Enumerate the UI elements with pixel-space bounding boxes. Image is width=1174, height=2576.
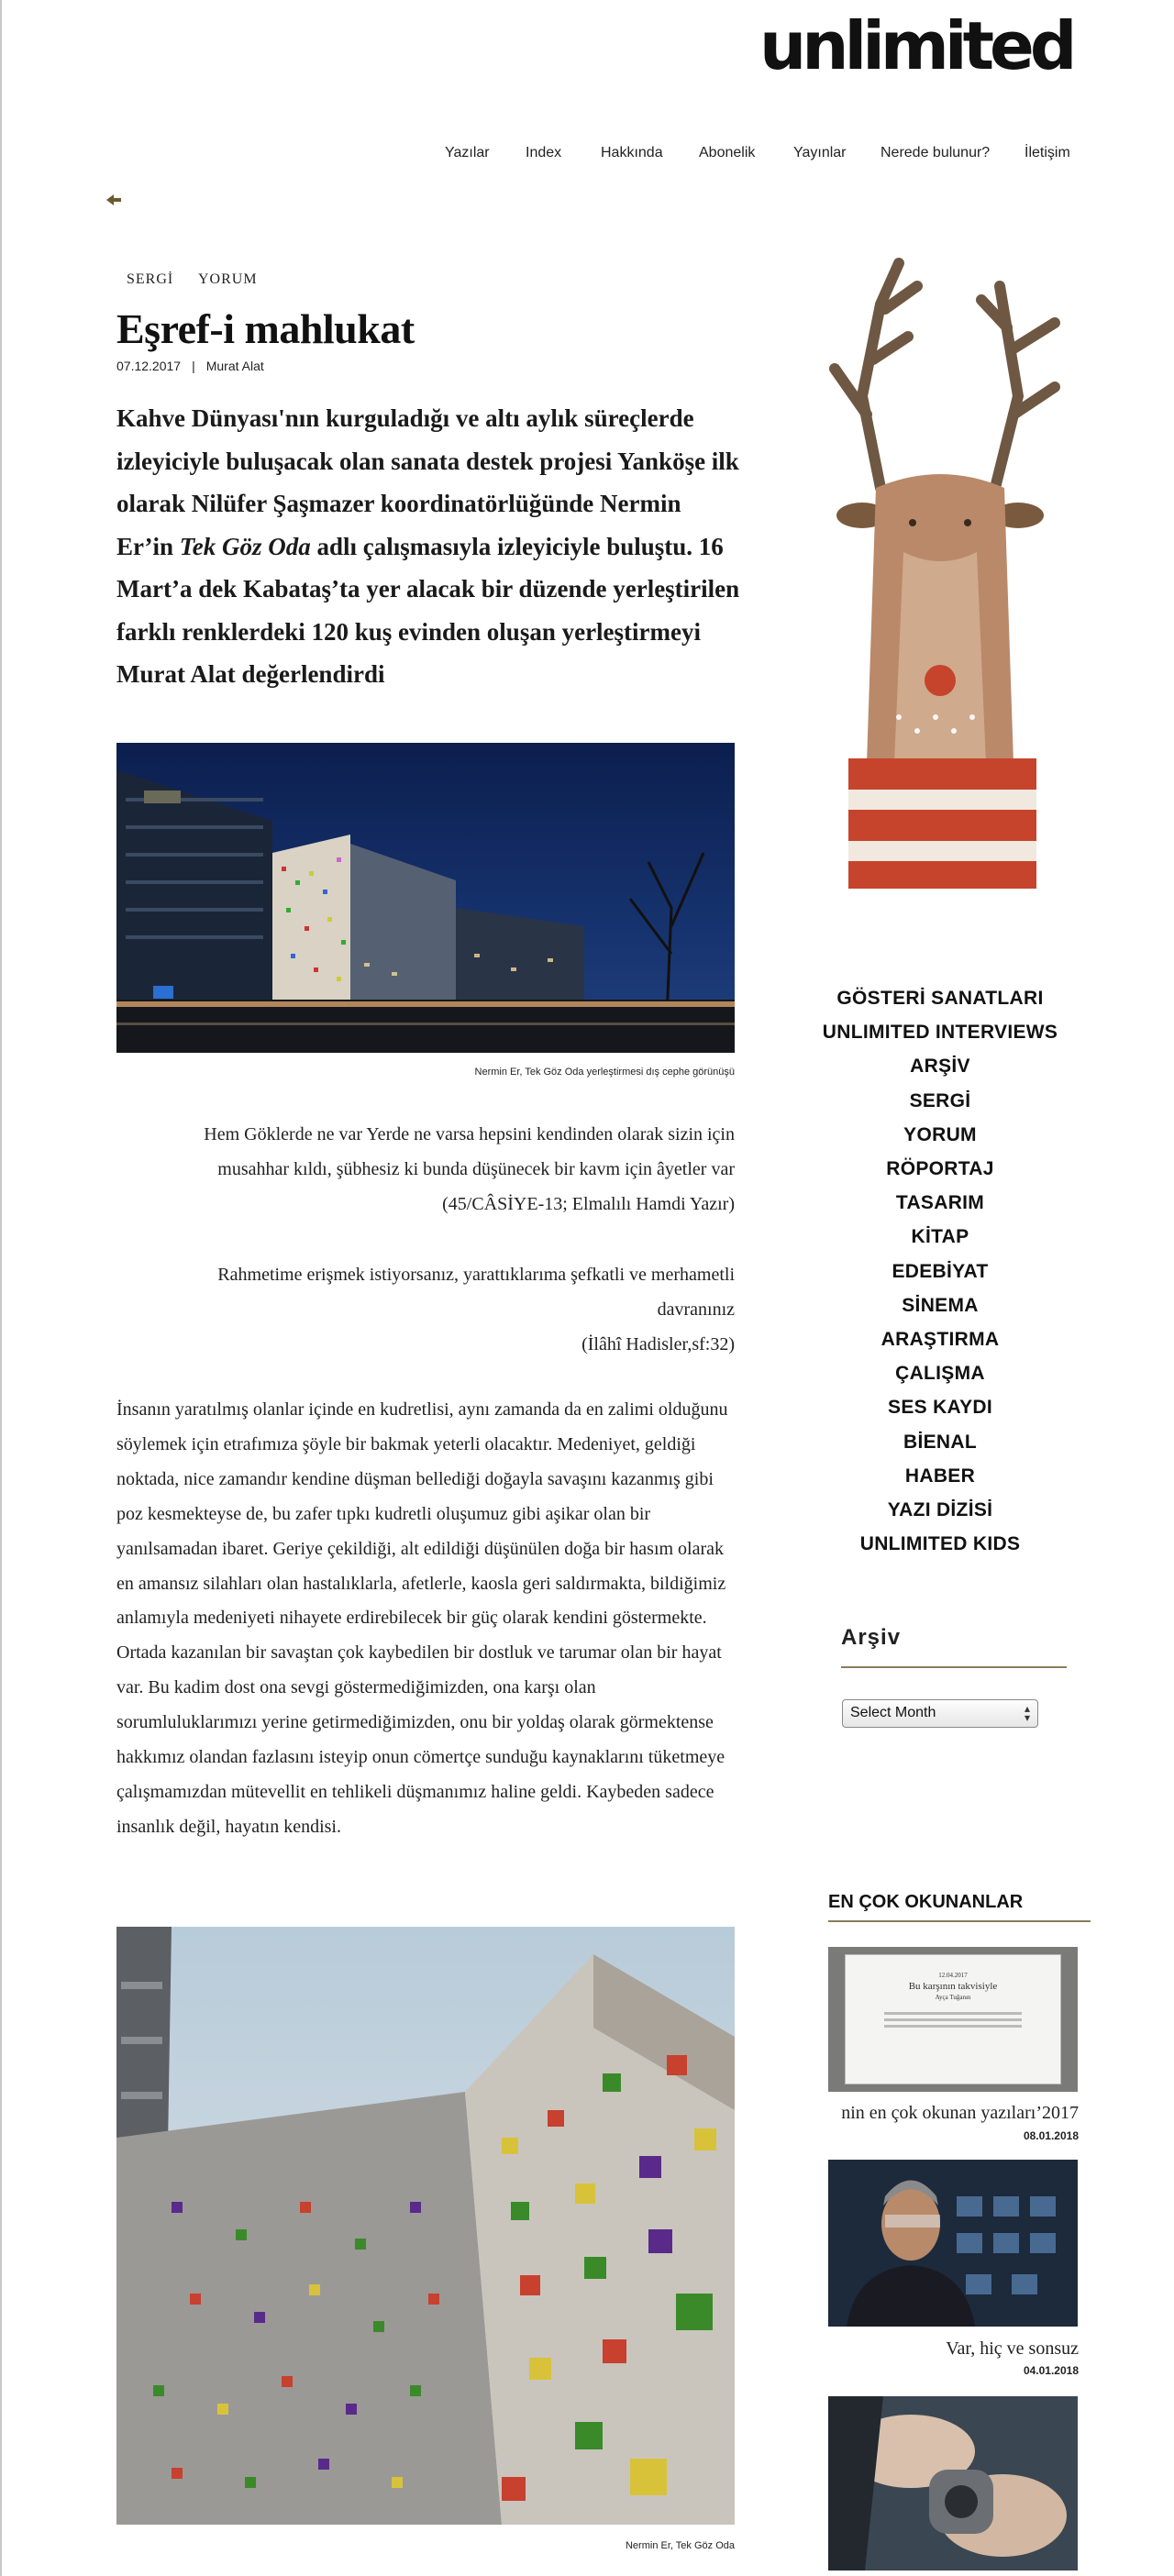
popular-thumb-2[interactable] (828, 2160, 1078, 2327)
category-link[interactable]: RÖPORTAJ (886, 1158, 994, 1180)
photo-caption-exterior: Nermin Er, Tek Göz Oda yerleştirmesi dış cephe görünüşü (474, 1067, 735, 1078)
popular-thumb-1[interactable] (828, 1947, 1078, 2092)
popular-item-date: 08.01.2018 (1023, 2129, 1079, 2142)
popular-heading: EN ÇOK OKUNANLAR (828, 1892, 1024, 1912)
nav-item-index[interactable]: Index (526, 145, 562, 160)
category-tag-sergi[interactable]: SERGİ (127, 271, 174, 287)
quote-hadith-source: (İlâhî Hadisler,sf:32) (581, 1334, 735, 1354)
popular-item-title[interactable]: Var, hiç ve sonsuz (946, 2338, 1079, 2359)
article-title: Eşref-i mahlukat (116, 305, 415, 352)
back-arrow-icon[interactable] (106, 193, 127, 207)
nav-item-yazilar[interactable]: Yazılar (445, 145, 490, 160)
thumb-card-text-line (884, 2012, 1022, 2015)
lead-text-start: Kahve Dünyası'nın kurguladığı ve altı aylık süreçlerde izleyiciyle buluşacak olan sanata destek projesi Yanköşe ilk olarak Nilüfer Şaşmazer koordinatörlüğünde Nermin Er’in (116, 404, 739, 560)
category-link[interactable]: EDEBİYAT (892, 1260, 989, 1282)
nav-item-hakkinda[interactable]: Hakkında (601, 145, 663, 160)
category-link[interactable]: YAZI DİZİSİ (887, 1499, 993, 1521)
category-link[interactable]: SES KAYDI (888, 1397, 992, 1419)
nav-item-yayinlar[interactable]: Yayınlar (793, 145, 847, 160)
archive-select-value: Select Month (850, 1705, 936, 1720)
thumb-card (845, 1954, 1061, 2084)
thumb-card-text-line (884, 2018, 1022, 2021)
category-link[interactable]: BİENAL (903, 1431, 977, 1453)
nav-item-abonelik[interactable]: Abonelik (699, 145, 756, 160)
category-link[interactable]: UNLIMITED INTERVIEWS (822, 1022, 1058, 1044)
page-left-border (0, 0, 2, 2576)
article-author[interactable]: Murat Alat (205, 359, 264, 373)
popular-thumb-3[interactable] (828, 2396, 1078, 2570)
select-arrows-icon: ▴ ▾ (1024, 1702, 1030, 1724)
quote-verse-source: (45/CÂSİYE-13; Elmalılı Hamdi Yazır) (442, 1194, 735, 1214)
article-date: 07.12.2017 (116, 359, 182, 373)
thumb-card-date: 12.04.2017 (938, 1972, 968, 1979)
meta-separator: | (192, 359, 195, 373)
category-tag-yorum[interactable]: YORUM (198, 271, 258, 287)
category-link[interactable]: TASARIM (895, 1192, 985, 1214)
popular-divider (828, 1920, 1091, 1922)
site-logo[interactable]: unlimited (759, 7, 1073, 84)
category-link[interactable]: ARAŞTIRMA (880, 1329, 1000, 1351)
thumb-card-heading: Bu karşının takvisiyle (908, 1981, 998, 1992)
category-link[interactable]: UNLIMITED KIDS (859, 1533, 1021, 1555)
nav-item-iletisim[interactable]: İletişim (1024, 145, 1070, 160)
category-link[interactable]: GÖSTERİ SANATLARI (836, 988, 1044, 1009)
reindeer-illustration (798, 249, 1082, 910)
quote-hadith-text: Rahmetime erişmek istiyorsanız, yarattıklarıma şefkatli ve merhametli davranınız (217, 1265, 735, 1320)
category-link[interactable]: SERGİ (909, 1089, 971, 1111)
category-link[interactable]: ARŞİV (910, 1056, 970, 1078)
category-link[interactable]: HABER (904, 1465, 976, 1487)
article-body-paragraph: İnsanın yaratılmış olanlar içinde en kudretlisi, aynı zamanda da en zalimi olduğunu söylemek için etrafımıza şöyle bir bakmak yeterli olacaktır. Medeniyet, geldiği noktada, nice zamandır kendine düşman bellediği doğayla savaşını kazanmış gibi poz kesmekteyse de, bu zafer tıpkı kudretli oluşumuz gibi aşikar olan bir yanılsamadan ibaret. Geriye çekildiği, alt edildiği düşünülen doğa bir hasım olarak en amansız silahları olan hastalıklarla, afetlerle, kaosla geri saldırmakta, bildiğimiz anlamıyla medeniyeti nihayete erdirebilecek bir güç olarak kendini göstermekte. Ortada kazanılan bir savaştan çok kaybedilen bir dostluk ve tarumar olan bir hayat var. Bu kadim dost ona sevgi göstermediğimizden, ona karşı olan sorumluluklarımızı yerine getirmediğimizden, onu bir yoldaş olarak görmektense hakkımız olandan fazlasını isteyip onun cömertçe sunduğu kaynaklarını tüketmeye çalışmamızdan mütevellit en tehlikeli düşmanımız haline geldi. Kaybeden sadece insanlık değil, hayatın kendisi. (116, 1399, 728, 1837)
quote-hadith (175, 1257, 735, 1362)
popular-item-date: 04.01.2018 (1023, 2364, 1079, 2377)
lead-work-title: Tek Göz Oda (179, 532, 311, 560)
article-photo-birdhouses (116, 1927, 735, 2525)
photo-caption-birdhouses: Nermin Er, Tek Göz Oda (625, 2540, 735, 2551)
category-link[interactable]: YORUM (903, 1123, 977, 1145)
lead-text-end: adlı çalışmasıyla izleyiciyle buluştu. 16 Mart’a dek Kabataş’ta yer alacak bir düzende yerleştirilen farklı renklerdeki 120 kuş evinden oluşan yerleştirmeyi Murat Alat değerlendirdi (116, 532, 740, 688)
archive-month-select[interactable] (842, 1699, 1038, 1728)
archive-divider (841, 1666, 1067, 1668)
article-lead (116, 397, 740, 696)
quote-verse (175, 1117, 735, 1222)
category-list (798, 981, 1082, 1561)
category-link[interactable]: SİNEMA (902, 1294, 979, 1316)
category-link[interactable]: ÇALIŞMA (895, 1363, 985, 1385)
thumb-card-text-line (884, 2025, 1022, 2028)
main-nav (0, 145, 1174, 165)
thumb-card-author: Ayça Tuğanın (935, 1994, 971, 2001)
archive-heading: Arşiv (841, 1625, 902, 1650)
quote-verse-text: Hem Göklerde ne var Yerde ne varsa hepsini kendinden olarak sizin için musahhar kıldı, şübhesiz ki bunda düşünecek bir kavm için âyetler var (204, 1124, 735, 1179)
article-meta (116, 359, 264, 373)
nav-item-nerede-bulunur[interactable]: Nerede bulunur? (880, 145, 991, 160)
category-link[interactable]: KİTAP (911, 1226, 969, 1248)
popular-item-title[interactable]: nin en çok okunan yazıları’2017 (841, 2103, 1079, 2123)
article-photo-exterior (116, 743, 735, 1053)
